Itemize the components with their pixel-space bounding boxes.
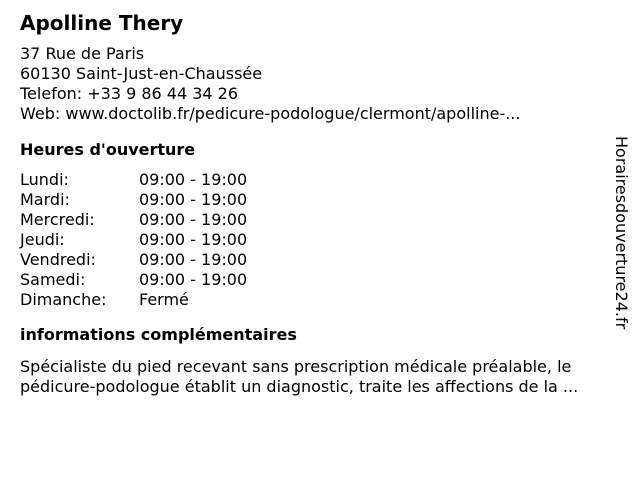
address-line-2: 60130 Saint-Just-en-Chaussée	[20, 64, 263, 83]
day-label: Dimanche:	[20, 290, 107, 309]
day-label: Lundi:	[20, 170, 69, 189]
day-label: Vendredi:	[20, 250, 96, 269]
time-range: 09:00 - 19:00	[139, 270, 248, 289]
watermark-text: Horairesdouverture24.fr	[612, 136, 631, 330]
hours-row-wednesday	[20, 210, 620, 230]
business-card	[20, 10, 620, 397]
time-range: 09:00 - 19:00	[139, 170, 248, 189]
description-line: Spécialiste du pied recevant sans prescription médicale préalable, le	[20, 357, 572, 376]
additional-info-text	[20, 357, 626, 397]
hours-row-friday	[20, 250, 620, 270]
time-range: 09:00 - 19:00	[139, 230, 248, 249]
time-range: 09:00 - 19:00	[139, 190, 248, 209]
day-label: Jeudi:	[20, 230, 65, 249]
hours-row-tuesday	[20, 190, 620, 210]
hours-row-monday	[20, 170, 620, 190]
site-watermark	[611, 136, 631, 346]
phone-number[interactable]: Telefon: +33 9 86 44 34 26	[20, 84, 239, 103]
address-line-1: 37 Rue de Paris	[20, 44, 145, 63]
hours-row-sunday	[20, 290, 620, 310]
day-label: Mercredi:	[20, 210, 95, 229]
time-range: 09:00 - 19:00	[139, 250, 248, 269]
time-range: Fermé	[139, 290, 189, 309]
additional-info-heading: informations complémentaires	[20, 325, 297, 344]
hours-row-saturday	[20, 270, 620, 290]
opening-hours-heading: Heures d'ouverture	[20, 140, 196, 159]
time-range: 09:00 - 19:00	[139, 210, 248, 229]
opening-hours-table	[20, 170, 620, 310]
business-name: Apolline Thery	[20, 11, 184, 35]
day-label: Samedi:	[20, 270, 86, 289]
hours-row-thursday	[20, 230, 620, 250]
description-line: pédicure-podologue établit un diagnostic, traite les affections de la ...	[20, 377, 579, 396]
day-label: Mardi:	[20, 190, 70, 209]
website-link[interactable]: Web: www.doctolib.fr/pedicure-podologue/clermont/apolline-...	[20, 104, 521, 123]
